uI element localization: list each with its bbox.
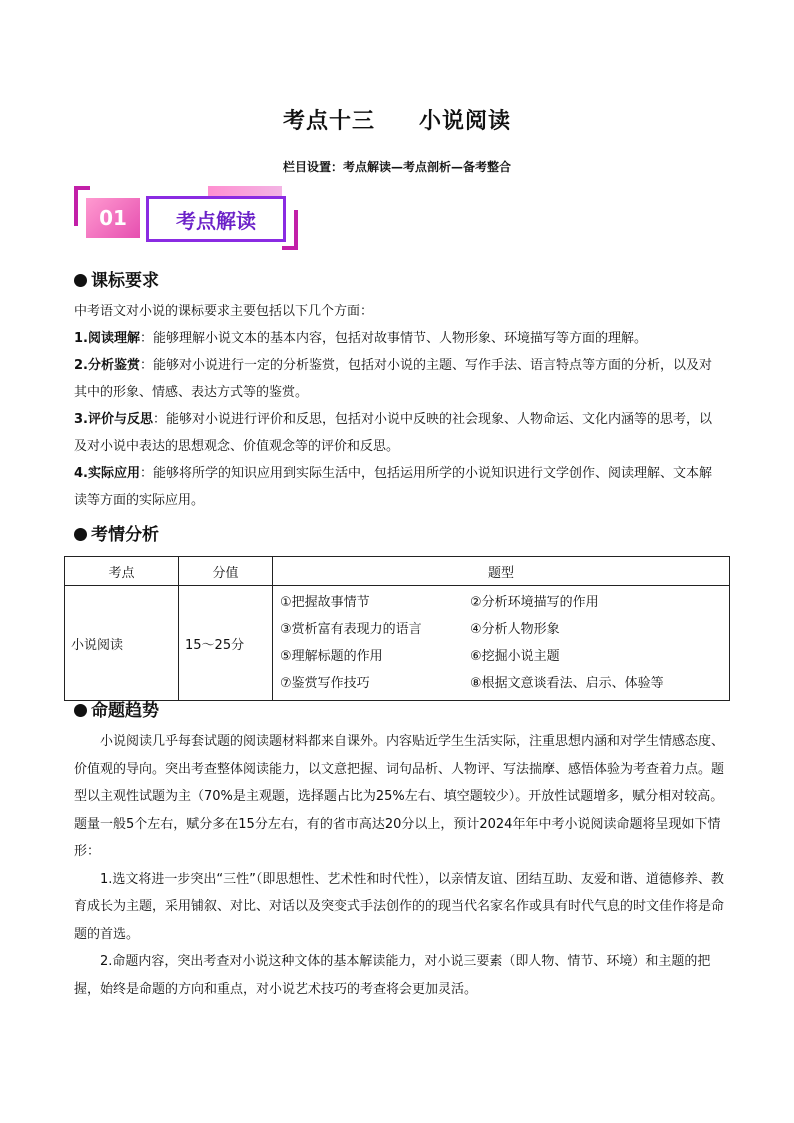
question-type: ②分析环境描写的作用 — [470, 595, 599, 610]
trend-paragraph: 2.命题内容，突出考查对小说这种文体的基本解读能力，对小说三要素（即人物、情节、环境）和主题的把握，始终是命题的方向和重点，对小说艺术技巧的考查将会更加灵活。 — [74, 954, 711, 997]
title-part2: 小说阅读 — [419, 109, 512, 134]
page-subtitle: 栏目设置：考点解读—考点剖析—备考整合 — [282, 160, 511, 174]
question-type: ①把握故事情节 — [280, 595, 370, 610]
standards-item: 4.实际应用：能够将所学的知识应用到实际生活中，包括运用所学的小说知识进行文学创作、阅读理解、文本解读等方面的实际应用。 — [74, 466, 712, 508]
trend-paragraph: 1.选文将进一步突出“三性”（即思想性、艺术性和时代性），以亲情友谊、团结互助、友爱和谐、道德修养、教育成长为主题，采用铺叙、对比、对话以及突变式手法创作的的现当代名家名作或具有时代气息的时文佳作将是命题的首选。 — [74, 871, 725, 942]
question-type: ⑤理解标题的作用 — [280, 649, 383, 664]
question-type: ④分析人物形象 — [470, 622, 560, 637]
question-type: ⑦鉴赏写作技巧 — [280, 676, 370, 691]
standards-item: 3.评价与反思：能够对小说进行评价和反思，包括对小说中反映的社会现象、人物命运、文化内涵等的思考，以及对小说中表达的思想观念、价值观念等的评价和反思。 — [74, 412, 712, 454]
table-cell-types — [273, 586, 730, 701]
page-title — [0, 104, 794, 135]
table-row — [65, 586, 730, 701]
standards-body — [74, 298, 724, 514]
trend-paragraph: 小说阅读几乎每套试题的阅读题材料都来自课外。内容贴近学生生活实际，注重思想内涵和对学生情感态度、价值观的导向。突出考查整体阅读能力，以文意把握、词句品析、人物评、写法揣摩、感悟体验为考查着力点。题型以主观性试题为主（70%是主观题，选择题占比为25%左右、填空题较少）。开放性试题增多，赋分相对较高。题量一般5个左右，赋分多在15分左右，有的省市高达20分以上，预计2024年年中考小说阅读命题将呈现如下情形： — [74, 734, 725, 859]
table-header: 题型 — [273, 557, 730, 586]
table-cell-point: 小说阅读 — [65, 586, 179, 701]
table-header: 考点 — [65, 557, 179, 586]
section-badge — [74, 186, 298, 250]
question-type: ⑧根据文意谈看法、启示、体验等 — [470, 676, 664, 691]
question-type: ③赏析富有表现力的语言 — [280, 622, 422, 637]
standards-item: 1.阅读理解：能够理解小说文本的基本内容，包括对故事情节、人物形象、环境描写等方面的理解。 — [74, 331, 647, 346]
badge-number: 01 — [86, 198, 140, 238]
table-header-row — [65, 557, 730, 586]
question-type: ⑥挖掘小说主题 — [470, 649, 560, 664]
bullet-dot-icon — [74, 274, 87, 287]
standards-intro: 中考语文对小说的课标要求主要包括以下几个方面： — [74, 304, 374, 319]
bullet-dot-icon — [74, 528, 87, 541]
title-part1: 考点十三 — [282, 109, 375, 134]
section-heading-analysis: 考情分析 — [74, 520, 159, 545]
table-cell-score: 15～25分 — [179, 586, 273, 701]
standards-item: 2.分析鉴赏：能够对小说进行一定的分析鉴赏，包括对小说的主题、写作手法、语言特点等方面的分析，以及对其中的形象、情感、表达方式等的鉴赏。 — [74, 358, 712, 400]
badge-label: 考点解读 — [146, 196, 286, 242]
table-header: 分值 — [179, 557, 273, 586]
analysis-table — [64, 556, 730, 701]
trend-body — [74, 728, 724, 1003]
section-heading-trend: 命题趋势 — [74, 696, 159, 721]
section-heading-standards: 课标要求 — [74, 266, 159, 291]
bullet-dot-icon — [74, 704, 87, 717]
